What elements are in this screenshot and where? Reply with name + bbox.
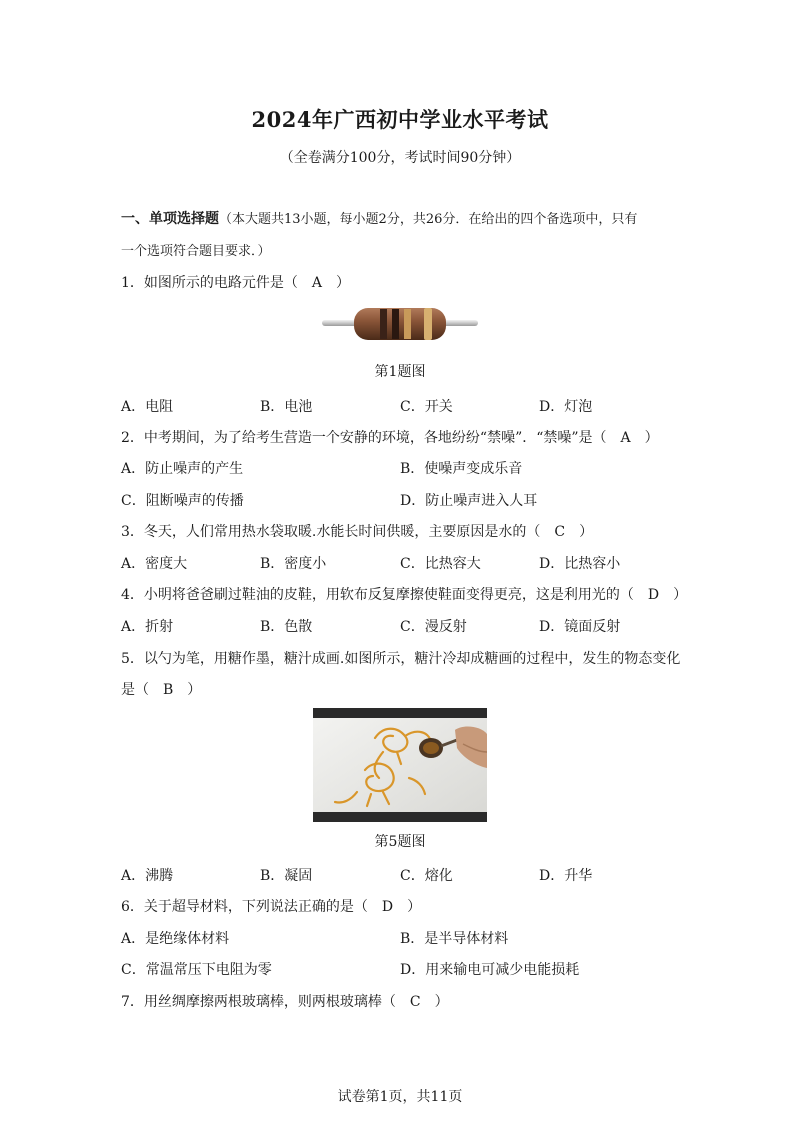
q3-option-d: D．比热容小	[539, 556, 621, 572]
figure-5-caption: 第5题图	[374, 834, 426, 850]
q1-option-b: B．电池	[260, 399, 313, 415]
question-5-stem: 5．以勺为笔，用糖作墨，糖汁成画.如图所示，糖汁冷却成糖画的过程中，发生的物态变化	[121, 651, 681, 667]
sugar-painting-image	[313, 708, 487, 822]
q1-option-d: D．灯泡	[539, 399, 593, 415]
exam-subtitle: （全卷满分100分，考试时间90分钟）	[279, 150, 521, 166]
q2-option-d: D．防止噪声进入人耳	[400, 493, 538, 509]
q2-option-a: A．防止噪声的产生	[121, 461, 244, 477]
question-5-stem-continued: 是（ B ）	[121, 682, 202, 698]
question-4-stem: 4．小明将爸爸刷过鞋油的皮鞋，用软布反复摩擦使鞋面变得更亮，这是利用光的（ D ）	[121, 587, 688, 603]
q5-option-d: D．升华	[539, 868, 593, 884]
exam-title: 2024年广西初中学业水平考试	[251, 107, 549, 132]
resistor-image	[320, 300, 480, 350]
q5-option-a: A．沸腾	[121, 868, 174, 884]
question-2-stem: 2．中考期间，为了给考生营造一个安静的环境，各地纷纷“禁噪”．“禁噪”是（ A ）	[121, 430, 659, 446]
q3-option-b: B．密度小	[260, 556, 327, 572]
question-3-stem: 3．冬天，人们常用热水袋取暖.水能长时间供暖，主要原因是水的（ C ）	[121, 524, 594, 540]
q2-option-b: B．使噪声变成乐音	[400, 461, 523, 477]
q4-option-c: C．漫反射	[400, 619, 467, 635]
q3-option-c: C．比热容大	[400, 556, 481, 572]
q1-option-a: A．电阻	[121, 399, 174, 415]
q1-option-c: C．开关	[400, 399, 453, 415]
q6-option-d: D．用来输电可减少电能损耗	[400, 962, 580, 978]
section-note-continued: 一个选项符合题目要求．）	[121, 244, 271, 259]
q4-option-a: A．折射	[121, 619, 174, 635]
q6-option-a: A．是绝缘体材料	[121, 931, 230, 947]
question-1-stem: 1．如图所示的电路元件是（ A ）	[121, 275, 351, 291]
page-footer: 试卷第1页，共11页	[337, 1089, 463, 1105]
question-6-stem: 6．关于超导材料，下列说法正确的是（ D ）	[121, 899, 422, 915]
q5-option-b: B．凝固	[260, 868, 313, 884]
q5-option-c: C．熔化	[400, 868, 453, 884]
section-heading: 一、单项选择题	[121, 211, 219, 227]
q4-option-b: B．色散	[260, 619, 313, 635]
section-heading-line	[121, 208, 637, 228]
section-note: （本大题共13小题，每小题2分，共26分．在给出的四个备选项中，只有	[219, 212, 638, 227]
q6-option-b: B．是半导体材料	[400, 931, 509, 947]
q3-option-a: A．密度大	[121, 556, 188, 572]
figure-1-caption: 第1题图	[374, 364, 426, 380]
q2-option-c: C．阻断噪声的传播	[121, 493, 244, 509]
q4-option-d: D．镜面反射	[539, 619, 621, 635]
q6-option-c: C．常温常压下电阻为零	[121, 962, 272, 978]
question-7-stem: 7．用丝绸摩擦两根玻璃棒，则两根玻璃棒（ C ）	[121, 994, 449, 1010]
